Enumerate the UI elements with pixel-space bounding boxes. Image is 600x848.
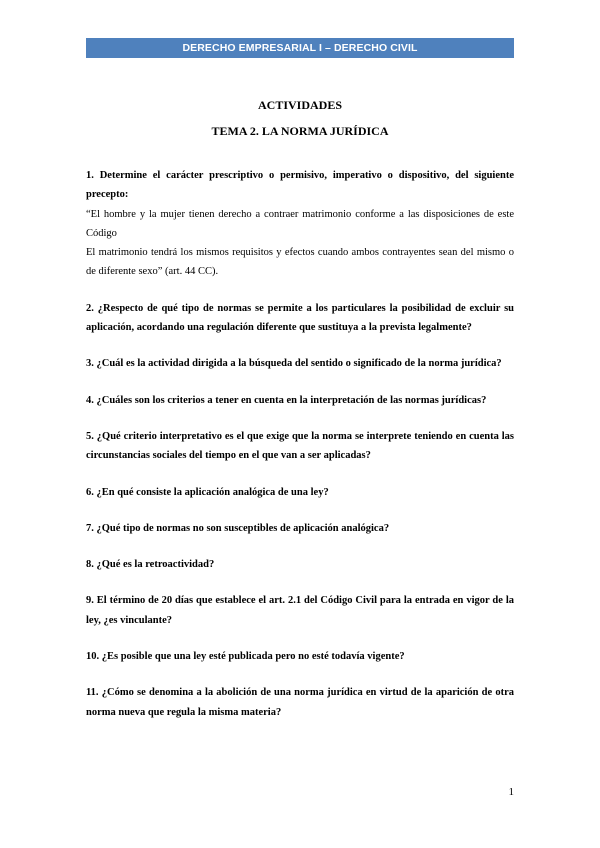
question-1: 1. Determine el carácter prescriptivo o permisivo, imperativo o dispositivo, del siguiente precepto: [86, 170, 514, 201]
page-number: 1 [508, 786, 514, 798]
question-2: 2. ¿Respecto de qué tipo de normas se permite a los particulares la posibilidad de excluir su aplicación, acordando una regulación diferente que sustituya a la prevista legalmente? [86, 302, 514, 334]
question-10: 10. ¿Es posible que una ley esté publicada pero no esté todavía vigente? [86, 651, 405, 663]
title-block [86, 96, 514, 148]
question-5: 5. ¿Qué criterio interpretativo es el que exige que la norma se interprete teniendo en cuenta las circunstancias sociales del tiempo en el que van a ser aplicadas? [86, 430, 514, 462]
question-9: 9. El término de 20 días que establece el art. 2.1 del Código Civil para la entrada en vigor de la ley, ¿es vinculante? [86, 595, 514, 626]
question-4: 4. ¿Cuáles son los criterios a tener en cuenta en la interpretación de las normas jurídicas? [86, 394, 487, 406]
question-11: 11. ¿Cómo se denomina a la abolición de una norma jurídica en virtud de la aparición de otra norma nueva que regula la misma materia? [86, 687, 514, 718]
quote-line-1: “El hombre y la mujer tienen derecho a contraer matrimonio conforme a las disposiciones de este Código [86, 208, 514, 239]
document-header-band: DERECHO EMPRESARIAL I – DERECHO CIVIL [86, 38, 514, 58]
question-6: 6. ¿En qué consiste la aplicación analógica de una ley? [86, 486, 329, 498]
document-title: ACTIVIDADES [257, 98, 343, 112]
question-3: 3. ¿Cuál es la actividad dirigida a la búsqueda del sentido o significado de la norma jurídica? [86, 358, 502, 370]
document-subtitle: TEMA 2. LA NORMA JURÍDICA [211, 124, 389, 138]
question-7: 7. ¿Qué tipo de normas no son susceptibles de aplicación analógica? [86, 522, 390, 534]
question-8: 8. ¿Qué es la retroactividad? [86, 559, 215, 571]
quote-line-2: El matrimonio tendrá los mismos requisitos y efectos cuando ambos contrayentes sean del mismo o de diferente sexo” (art. 44 CC). [86, 247, 514, 278]
questions-list [86, 166, 514, 722]
